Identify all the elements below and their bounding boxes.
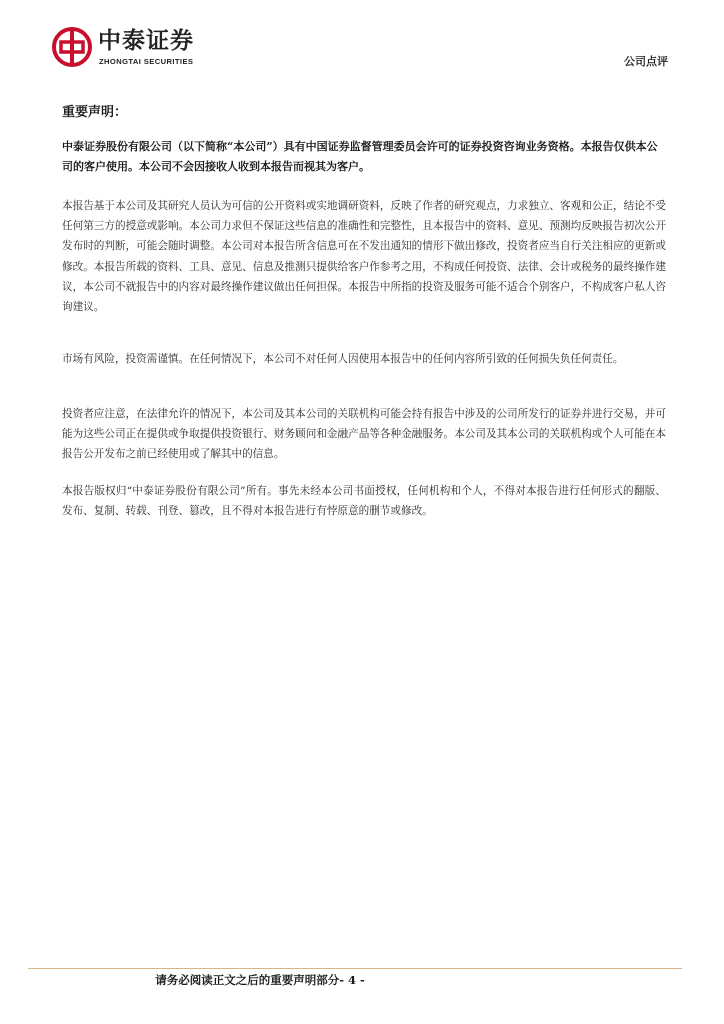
disclaimer-paragraph-risk: 市场有风险，投资需谨慎。在任何情况下，本公司不对任何人因使用本报告中的任何内容所引致的任何损失负任何责任。 bbox=[62, 353, 624, 365]
section-title: 重要声明： bbox=[62, 105, 128, 120]
disclaimer-paragraph-basis: 本报告基于本公司及其研究人员认为可信的公开资料或实地调研资料，反映了作者的研究观点，力求独立、客观和公正，结论不受任何第三方的授意或影响。本公司力求但不保证这些信息的准确性和完整性，且本报告中的资料、意见、预测均反映报告初次公开发布时的判断，可能会随时调整。本公司对本报告所含信息可在不发出通知的情形下做出修改，投资者应当自行关注相应的更新或修改。本报告所载的资料、工具、意见、信息及推测只提供给客户作参考之用，不构成任何投资、法律、会计或税务的最终操作建议，本公司不就报告中的内容对最终操作建议做出任何担保。本报告中所指的投资及服务可能不适合个别客户，不构成客户私人咨询建议。 bbox=[62, 200, 666, 314]
disclaimer-paragraph-copyright: 本报告版权归“中泰证券股份有限公司”所有。事先未经本公司书面授权，任何机构和个人，不得对本报告进行任何形式的翻版、发布、复制、转载、刊登、篡改，且不得对本报告进行有悖原意的删节或修改。 bbox=[62, 485, 666, 518]
footer-divider bbox=[28, 968, 682, 969]
disclaimer-paragraph-conflict: 投资者应注意，在法律允许的情况下，本公司及其本公司的关联机构可能会持有报告中涉及的公司所发行的证券并进行交易，并可能为这些公司正在提供或争取提供投资银行、财务顾问和金融产品等各种金融服务。本公司及其本公司的关联机构或个人可能在本报告公开发布之前已经使用或了解其中的信息。 bbox=[62, 408, 666, 461]
page-footer bbox=[0, 972, 520, 988]
logo-english-name: ZHONGTAI SECURITIES bbox=[99, 57, 194, 66]
report-type-tag: 公司点评 bbox=[624, 55, 668, 68]
page-number: - 4 - bbox=[339, 973, 365, 987]
qualification-statement: 中泰证券股份有限公司（以下简称“本公司”）具有中国证券监督管理委员会许可的证券投资咨询业务资格。本报告仅供本公司的客户使用。本公司不会因接收人收到本报告而视其为客户。 bbox=[62, 140, 658, 173]
company-logo bbox=[52, 27, 222, 73]
logo-chinese-name: 中泰证券 bbox=[98, 28, 194, 54]
zhongtai-logo-icon bbox=[52, 27, 92, 67]
footer-notice: 请务必阅读正文之后的重要声明部分 bbox=[155, 973, 340, 987]
